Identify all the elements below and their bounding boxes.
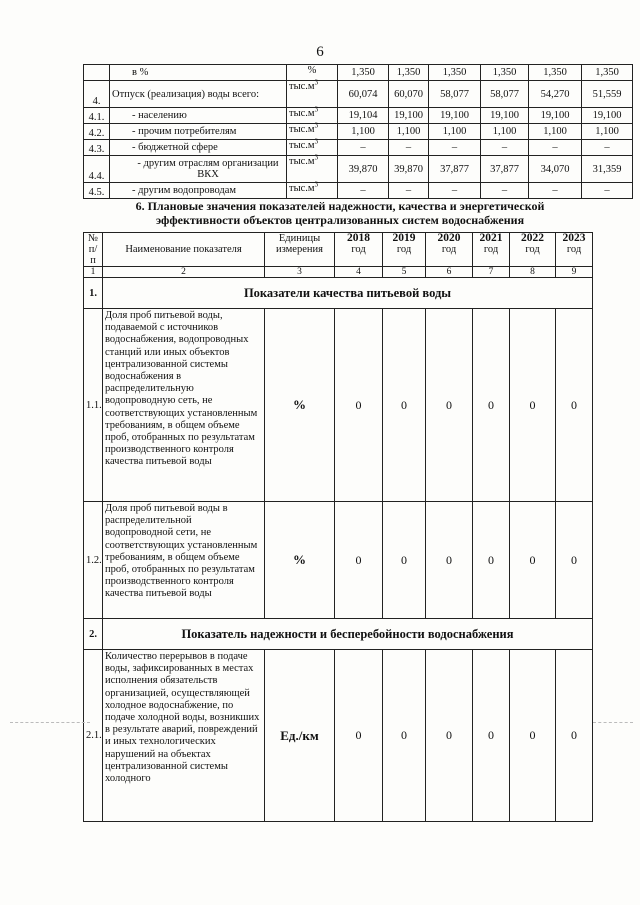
table-row [84,65,633,81]
row-unit: $тыс.м^3$ [287,81,338,108]
row-value: 19,104 [338,108,389,124]
row-value: 19,100 [389,108,429,124]
indicator-index: 2.1. [84,650,103,822]
column-number: 1 [84,267,103,278]
row-value: 19,100 [582,108,633,124]
indicator-value: 0 [510,502,556,619]
indicator-unit: % [265,309,335,502]
scan-artifact-line [10,722,90,723]
row-value: 1,100 [481,124,529,140]
column-number: 5 [383,267,426,278]
column-number: 8 [510,267,556,278]
row-value: 1,100 [338,124,389,140]
row-value: 1,100 [429,124,481,140]
indicator-value: 0 [426,650,473,822]
column-number: 7 [473,267,510,278]
section-title: Показатели качества питьевой воды [103,278,593,309]
indicator-index: 1.2. [84,502,103,619]
indicator-value: 0 [335,502,383,619]
section-title: 6. Плановые значения показателей надежности, качества и энергетической эффективности объектов централизованных систем водоснабжения [135,199,545,227]
row-value: – [481,140,529,156]
row-value: – [389,140,429,156]
row-value: 60,074 [338,81,389,108]
table-row [84,183,633,199]
section-title: Показатель надежности и бесперебойности водоснабжения [103,619,593,650]
indicator-value: 0 [556,309,593,502]
header-name: Наименование показателя [103,233,265,267]
column-number: 4 [335,267,383,278]
indicator-value: 0 [473,650,510,822]
row-unit: % [287,65,338,81]
row-name: - бюджетной сфере [110,140,287,156]
row-value: 51,559 [582,81,633,108]
row-value: 1,350 [582,65,633,81]
row-value: 1,100 [389,124,429,140]
row-value: 39,870 [389,156,429,183]
indicator-unit: % [265,502,335,619]
row-name: - другим отраслям организации ВКХ [110,156,287,183]
row-value: – [529,140,582,156]
row-value: 1,350 [389,65,429,81]
row-index: 4.3. [84,140,110,156]
column-number: 2 [103,267,265,278]
header-year: 2019 год [383,233,426,267]
indicator-value: 0 [335,650,383,822]
water-supply-table [83,64,633,199]
row-unit: $тыс.м^3$ [287,156,338,183]
row-unit: $тыс.м^3$ [287,183,338,199]
row-value: – [429,183,481,199]
row-value: 37,877 [429,156,481,183]
indicator-value: 0 [383,502,426,619]
section-row [84,278,593,309]
table-row [84,124,633,140]
section-row [84,619,593,650]
row-name: Отпуск (реализация) воды всего: [110,81,287,108]
indicator-value: 0 [473,309,510,502]
indicator-value: 0 [383,309,426,502]
row-value: 1,350 [481,65,529,81]
indicator-value: 0 [556,650,593,822]
row-index: 4. [84,81,110,108]
row-value: 31,359 [582,156,633,183]
row-value: 60,070 [389,81,429,108]
row-value: 1,350 [338,65,389,81]
indicator-index: 1.1. [84,309,103,502]
row-value: – [529,183,582,199]
indicator-value: 0 [426,309,473,502]
row-value: 34,070 [529,156,582,183]
row-value: 19,100 [481,108,529,124]
header-num: № п/п [84,233,103,267]
indicator-name: Доля проб питьевой воды в распределительной водопроводной сети, не соответствующих установленным требованиям, в общем объеме проб, отобранных по результатам производственного контроля качества питьевой воды [103,502,265,619]
indicator-value: 0 [510,309,556,502]
row-value: 58,077 [429,81,481,108]
table-row [84,156,633,183]
table-row [84,140,633,156]
header-year: 2020 год [426,233,473,267]
row-value: 1,100 [529,124,582,140]
indicator-value: 0 [426,502,473,619]
column-number: 6 [426,267,473,278]
row-index: 4.5. [84,183,110,199]
header-year: 2021 год [473,233,510,267]
row-value: 19,100 [529,108,582,124]
row-value: – [338,140,389,156]
row-value: 1,100 [582,124,633,140]
row-unit: $тыс.м^3$ [287,124,338,140]
page-number: 6 [316,44,324,60]
row-name: - прочим потребителям [110,124,287,140]
row-name: в % [110,65,287,81]
row-value: 54,270 [529,81,582,108]
row-value: 37,877 [481,156,529,183]
row-name: - другим водопроводам [110,183,287,199]
indicator-row [84,309,593,502]
row-index: 4.1. [84,108,110,124]
table-row [84,108,633,124]
column-number-row [84,267,593,278]
row-index: 4.4. [84,156,110,183]
row-value: 39,870 [338,156,389,183]
header-year: 2023 год [556,233,593,267]
column-number: 9 [556,267,593,278]
row-index: 4.2. [84,124,110,140]
header-year: 2022 год [510,233,556,267]
row-value: – [429,140,481,156]
section-index: 1. [84,278,103,309]
scan-artifact-line [593,722,633,723]
header-unit: Единицы измерения [265,233,335,267]
indicator-value: 0 [556,502,593,619]
indicator-name: Количество перерывов в подаче воды, зафиксированных в местах исполнения обязательств организацией, осуществляющей холодное водоснабжение, по подаче холодной воды, возникших в результате аварий, повреждений и иных технологических нарушений на объектах централизованной системы холодного [103,650,265,822]
indicator-value: 0 [473,502,510,619]
row-index [84,65,110,81]
row-value: 58,077 [481,81,529,108]
indicator-name: Доля проб питьевой воды, подаваемой с источников водоснабжения, водопроводных станций или иных объектов централизованной системы водоснабжения в распределительную водопроводную сеть, не соответствующих установленным требованиям, в общем объеме проб, отобранных по результатам производственного контроля качества питьевой воды [103,309,265,502]
indicator-value: 0 [383,650,426,822]
indicator-row [84,650,593,822]
indicator-unit: Ед./км [265,650,335,822]
row-value: 1,350 [529,65,582,81]
column-number: 3 [265,267,335,278]
row-unit: $тыс.м^3$ [287,140,338,156]
row-value: – [338,183,389,199]
indicator-value: 0 [510,650,556,822]
row-value: – [389,183,429,199]
header-row [84,233,593,267]
row-value: – [582,183,633,199]
row-value: – [582,140,633,156]
row-value: – [481,183,529,199]
header-year: 2018 год [335,233,383,267]
row-value: 1,350 [429,65,481,81]
table-row [84,81,633,108]
indicator-value: 0 [335,309,383,502]
section-index: 2. [84,619,103,650]
indicator-row [84,502,593,619]
indicators-table [83,232,593,822]
row-unit: $тыс.м^3$ [287,108,338,124]
row-value: 19,100 [429,108,481,124]
row-name: - населению [110,108,287,124]
